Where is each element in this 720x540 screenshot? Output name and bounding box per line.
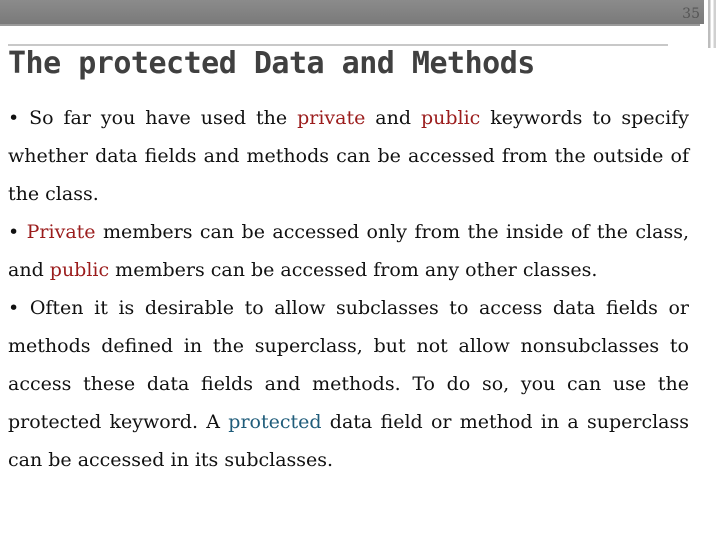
bullet-marker: • xyxy=(8,221,27,243)
keyword-public: public xyxy=(420,107,481,129)
keyword-private: Private xyxy=(26,221,96,243)
bullet-text: keywords to specify whether data fields and methods can be accessed from the outside of the class. xyxy=(8,107,689,205)
bullet-marker: • xyxy=(8,107,30,129)
keyword-private: private xyxy=(297,107,366,129)
bullet-marker: • xyxy=(8,297,30,319)
slide-right-decoration xyxy=(704,0,720,48)
bullet-text: members can be accessed only from the inside of the class, and xyxy=(8,221,689,281)
bullet-item-1 xyxy=(8,99,689,213)
slide-body xyxy=(8,99,689,479)
bullet-text: members can be accessed from any other classes. xyxy=(109,259,598,281)
bullet-text: So far you have used the xyxy=(29,107,298,129)
slide-top-bar xyxy=(0,0,720,24)
bullet-text: data field or method in a superclass can be accessed in its subclasses. xyxy=(8,411,689,471)
slide-title: The protected Data and Methods xyxy=(8,46,535,81)
slide-top-bar-rule xyxy=(0,24,700,26)
bullet-text: Often it is desirable to allow subclasses to access data fields or methods defined in the superclass, but not allow nonsubclasses to access these data fields and methods. To do so, you can use the protected keyword. A xyxy=(8,297,689,433)
keyword-public: public xyxy=(49,259,110,281)
keyword-protected: protected xyxy=(228,411,322,433)
page-number: 35 xyxy=(682,6,700,22)
bullet-item-2 xyxy=(8,213,689,289)
bullet-text: and xyxy=(365,107,421,129)
bullet-item-3 xyxy=(8,289,689,479)
